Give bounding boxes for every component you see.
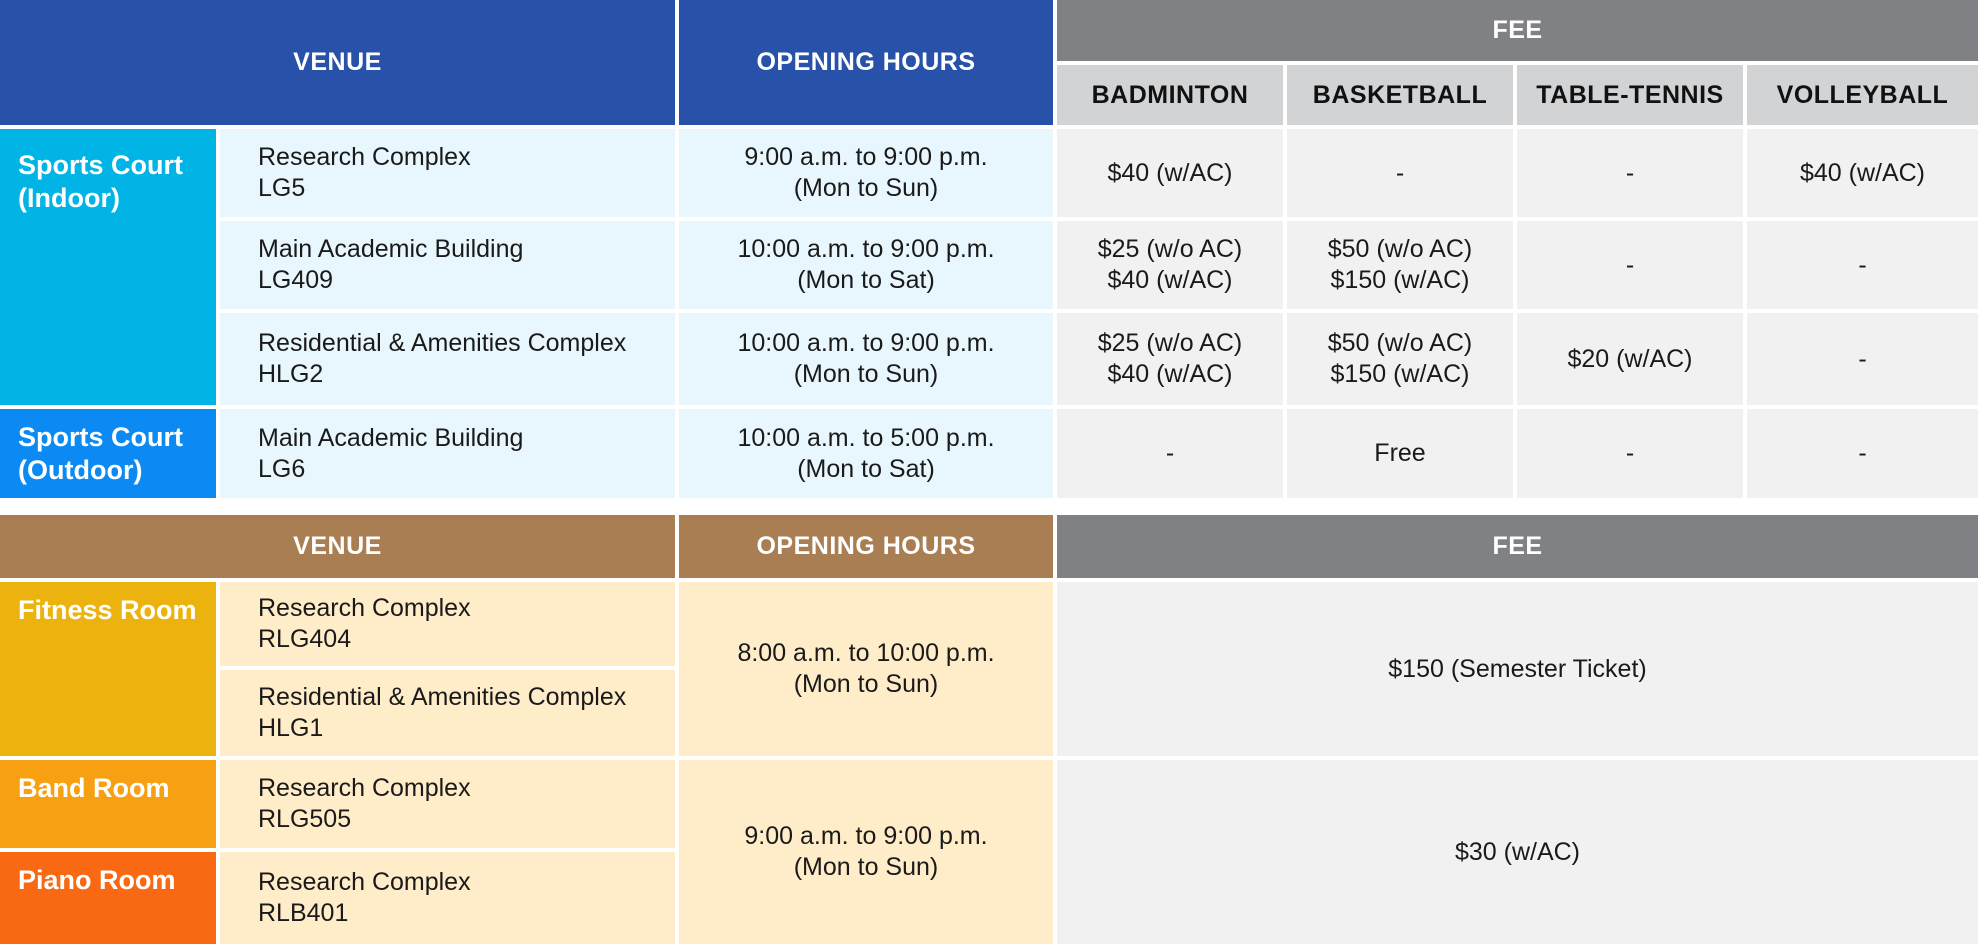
- fee-text: $150 (Semester Ticket): [1388, 654, 1647, 683]
- fee-cell: [1057, 313, 1283, 405]
- fee-cell: [1057, 582, 1978, 756]
- category-sports-court-outdoor: [0, 409, 216, 498]
- venue-text: Residential & Amenities Complex HLG2: [258, 329, 627, 388]
- venue-text: Research Complex RLB401: [258, 868, 471, 927]
- fee-cell: [1517, 409, 1743, 498]
- fee-text: $50 (w/o AC) $150 (w/AC): [1327, 329, 1473, 388]
- category-fitness-room: [0, 582, 216, 756]
- category-band-room: [0, 760, 216, 848]
- category-sports-court-indoor: [0, 129, 216, 405]
- fee-text: $25 (w/o AC) $40 (w/AC): [1097, 235, 1243, 294]
- fee-text: $20 (w/AC): [1567, 344, 1693, 373]
- venue-text: Main Academic Building LG409: [258, 235, 524, 294]
- venue-text: Research Complex RLG404: [258, 594, 471, 653]
- hours-cell: [679, 313, 1053, 405]
- category-piano-room: [0, 852, 216, 944]
- fee-cell: [1517, 221, 1743, 309]
- fee-cell: [1287, 409, 1513, 498]
- hours-text: 9:00 a.m. to 9:00 p.m. (Mon to Sun): [744, 143, 988, 202]
- fee-text: -: [1395, 158, 1405, 187]
- fee-cell: [1747, 129, 1978, 217]
- hours-cell: [679, 221, 1053, 309]
- venue-text: Research Complex RLG505: [258, 774, 471, 833]
- fee-text: $40 (w/AC): [1799, 158, 1926, 187]
- fee-text: Free: [1374, 439, 1426, 467]
- sport-header-table-tennis: TABLE-TENNIS: [1517, 65, 1743, 125]
- fee-text: -: [1858, 344, 1867, 373]
- fee-cell: [1057, 221, 1283, 309]
- venue-cell: [220, 129, 675, 217]
- hours-cell: [679, 582, 1053, 756]
- venue-cell: [220, 852, 675, 944]
- sport-header-basketball: BASKETBALL: [1287, 65, 1513, 125]
- category-label: Sports Court (Outdoor): [18, 422, 183, 485]
- venue-header: VENUE: [0, 515, 675, 578]
- venue-text: Residential & Amenities Complex HLG1: [258, 683, 627, 742]
- fee-cell: [1057, 409, 1283, 498]
- fee-text: -: [1165, 439, 1175, 467]
- fee-text: -: [1625, 250, 1635, 279]
- category-label: Fitness Room: [18, 595, 197, 625]
- fee-cell: [1517, 129, 1743, 217]
- fee-text: -: [1625, 158, 1635, 187]
- fee-text: $25 (w/o AC) $40 (w/AC): [1097, 329, 1243, 388]
- fee-cell: [1287, 313, 1513, 405]
- opening-hours-header: OPENING HOURS: [679, 0, 1053, 125]
- hours-text: 10:00 a.m. to 9:00 p.m. (Mon to Sun): [737, 329, 995, 388]
- venue-cell: [220, 582, 675, 666]
- fee-text: -: [1625, 439, 1635, 467]
- venue-text: Main Academic Building LG6: [258, 423, 524, 483]
- venue-cell: [220, 221, 675, 309]
- category-label: Sports Court (Indoor): [18, 150, 183, 213]
- hours-cell: [679, 409, 1053, 498]
- category-label: Piano Room: [18, 865, 176, 895]
- fee-header: FEE: [1057, 515, 1978, 578]
- hours-text: 10:00 a.m. to 5:00 p.m. (Mon to Sat): [737, 423, 995, 483]
- hours-cell: [679, 760, 1053, 944]
- fee-cell: [1517, 313, 1743, 405]
- fee-cell: [1287, 221, 1513, 309]
- venue-cell: [220, 409, 675, 498]
- fee-cell: [1057, 760, 1978, 944]
- fee-cell: [1747, 221, 1978, 309]
- fee-text: $30 (w/AC): [1454, 837, 1581, 866]
- hours-text: 8:00 a.m. to 10:00 p.m. (Mon to Sun): [737, 639, 995, 698]
- fee-cell: [1747, 313, 1978, 405]
- fee-text: $40 (w/AC): [1107, 158, 1233, 187]
- sport-header-volleyball: VOLLEYBALL: [1747, 65, 1978, 125]
- fee-text: $50 (w/o AC) $150 (w/AC): [1327, 235, 1473, 294]
- venue-text: Research Complex LG5: [258, 143, 471, 202]
- fee-cell: [1747, 409, 1978, 498]
- fee-text: -: [1858, 439, 1867, 467]
- venue-cell: [220, 670, 675, 756]
- fee-cell: [1287, 129, 1513, 217]
- category-label: Band Room: [18, 773, 170, 803]
- hours-text: 10:00 a.m. to 9:00 p.m. (Mon to Sat): [737, 235, 995, 294]
- fee-header: FEE: [1057, 0, 1978, 61]
- fee-text: -: [1858, 250, 1867, 279]
- hours-cell: [679, 129, 1053, 217]
- venue-cell: [220, 313, 675, 405]
- hours-text: 9:00 a.m. to 9:00 p.m. (Mon to Sun): [744, 822, 988, 881]
- venue-header: VENUE: [0, 0, 675, 125]
- sport-header-badminton: BADMINTON: [1057, 65, 1283, 125]
- fee-cell: [1057, 129, 1283, 217]
- venue-cell: [220, 760, 675, 848]
- opening-hours-header: OPENING HOURS: [679, 515, 1053, 578]
